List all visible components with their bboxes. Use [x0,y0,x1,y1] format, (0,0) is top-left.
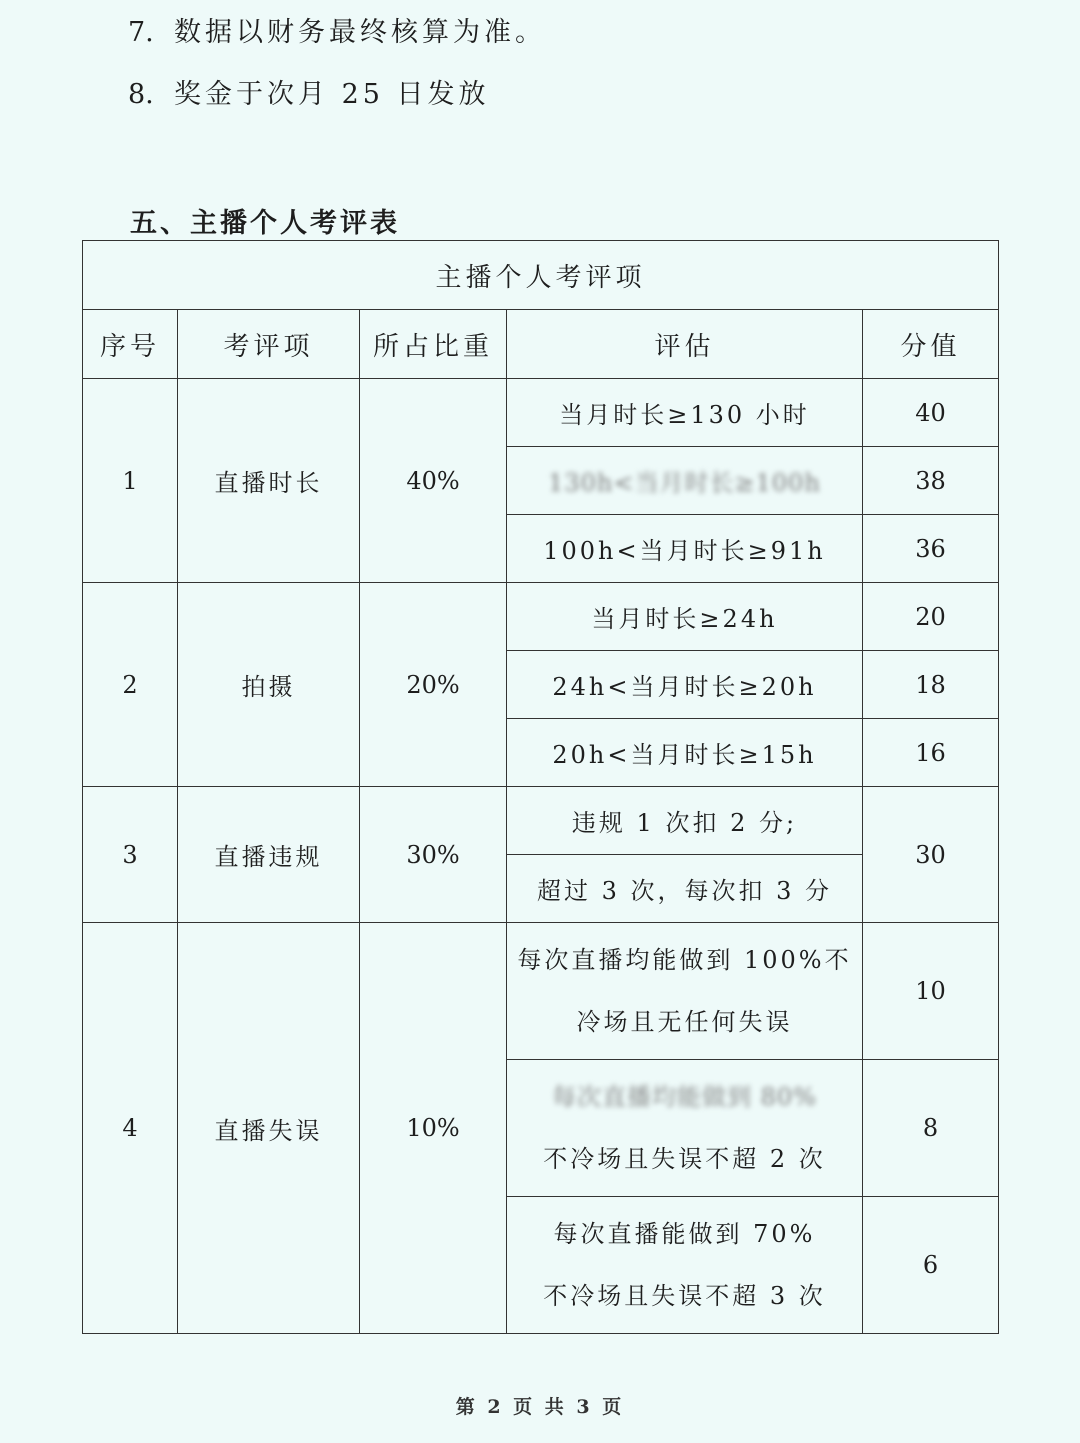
eval-line: 冷场且无任何失误 [576,1008,793,1036]
row-number: 1 [83,379,178,583]
note-item-8 [128,78,490,112]
table-row [83,583,999,651]
header-score: 分值 [863,310,999,379]
eval-criteria [507,1060,863,1197]
eval-line: 每次直播能做到 70% [553,1220,816,1248]
header-no: 序号 [83,310,178,379]
table-row [83,379,999,447]
score-cell: 10 [863,923,999,1060]
score-cell: 40 [863,379,999,447]
score-cell: 38 [863,447,999,515]
eval-item: 直播失误 [178,923,360,1334]
note-number: 8. [128,79,154,110]
eval-criteria [507,1197,863,1334]
table-row [83,923,999,1060]
table-row [83,787,999,855]
eval-criteria: 当月时长≥24h [507,583,863,651]
section-title: 五、主播个人考评表 [130,208,400,239]
header-item: 考评项 [178,310,360,379]
eval-criteria: 100h<当月时长≥91h [507,515,863,583]
score-cell: 6 [863,1197,999,1334]
eval-item: 拍摄 [178,583,360,787]
weight-cell: 30% [360,787,507,923]
score-cell: 30 [863,787,999,923]
eval-criteria [507,923,863,1060]
weight-cell: 10% [360,923,507,1334]
row-number: 4 [83,923,178,1334]
eval-criteria: 24h<当月时长≥20h [507,651,863,719]
score-cell: 36 [863,515,999,583]
table-header-row [83,310,999,379]
table-caption: 主播个人考评项 [83,241,999,310]
eval-line: 每次直播均能做到 100%不 [517,946,852,974]
eval-line: 不冷场且失误不超 2 次 [543,1145,826,1173]
eval-item: 直播时长 [178,379,360,583]
eval-criteria: 超过 3 次，每次扣 3 分 [507,855,863,923]
header-weight: 所占比重 [360,310,507,379]
blurred-text: 130h<当月时长≥100h [548,469,821,497]
row-number: 3 [83,787,178,923]
note-text: 数据以财务最终核算为准。 [174,17,546,48]
eval-criteria: 20h<当月时长≥15h [507,719,863,787]
score-cell: 20 [863,583,999,651]
weight-cell: 20% [360,583,507,787]
header-eval: 评估 [507,310,863,379]
eval-item: 直播违规 [178,787,360,923]
blurred-text: 每次直播均能做到 80% [552,1083,817,1111]
eval-criteria: 当月时长≥130 小时 [507,379,863,447]
note-text: 奖金于次月 25 日发放 [174,79,490,110]
note-number: 7. [128,17,154,48]
page-footer: 第 2 页 共 3 页 [455,1396,625,1418]
score-cell: 8 [863,1060,999,1197]
row-number: 2 [83,583,178,787]
score-cell: 18 [863,651,999,719]
eval-criteria: 违规 1 次扣 2 分; [507,787,863,855]
eval-line: 不冷场且失误不超 3 次 [543,1282,826,1310]
weight-cell: 40% [360,379,507,583]
note-item-7 [128,16,546,50]
eval-criteria-blurred [507,447,863,515]
evaluation-table [82,240,999,1334]
score-cell: 16 [863,719,999,787]
